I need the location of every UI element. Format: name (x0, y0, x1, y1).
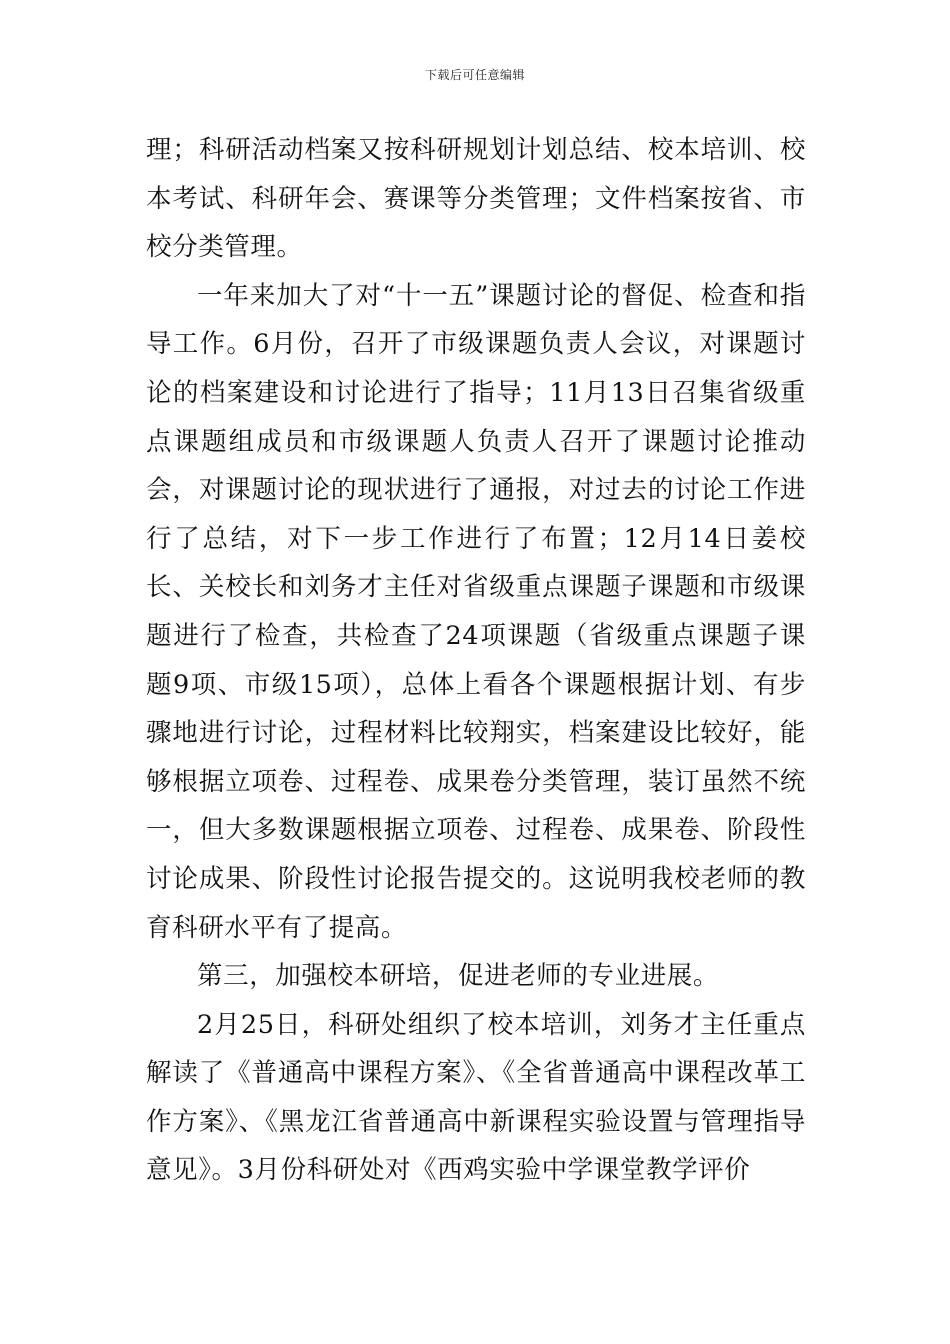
document-body (146, 126, 806, 1195)
paragraph-school-training: 2月25日，科研处组织了校本培训，刘务才主任重点解读了《普通高中课程方案》、《全省普通高中课程改革工作方案》、《黑龙江省普通高中新课程实验设置与管理指导意见》。3月份科研处对《西鸡实验中学课堂教学评价 (146, 1009, 806, 1186)
paragraph-section-heading: 第三，加强校本研培，促进老师的专业进展。 (197, 961, 720, 992)
paragraph-research-supervision: 一年来加大了对“十一五”课题讨论的督促、检查和指导工作。6月份，召开了市级课题负责人会议，对课题讨论的档案建设和讨论进行了指导；11月13日召集省级重点课题组成员和市级课题人负责人召开了课题讨论推动会，对课题讨论的现状进行了通报，对过去的讨论工作进行了总结，对下一步工作进行了布置；12月14日姜校长、关校长和刘务才主任对省级重点课题子课题和市级课题进行了检查，共检查了24项课题（省级重点课题子课题9项、市级15项），总体上看各个课题根据计划、有步骤地进行讨论，过程材料比较翔实，档案建设比较好，能够根据立项卷、过程卷、成果卷分类管理，装订虽然不统一，但大多数课题根据立项卷、过程卷、成果卷、阶段性讨论成果、阶段性讨论报告提交的。这说明我校老师的教育科研水平有了提高。 (146, 280, 806, 943)
paragraph-continued: 理；科研活动档案又按科研规划计划总结、校本培训、校本考试、科研年会、赛课等分类管理；文件档案按省、市校分类管理。 (146, 135, 806, 263)
page-header: 下载后可任意编辑 (424, 68, 525, 82)
